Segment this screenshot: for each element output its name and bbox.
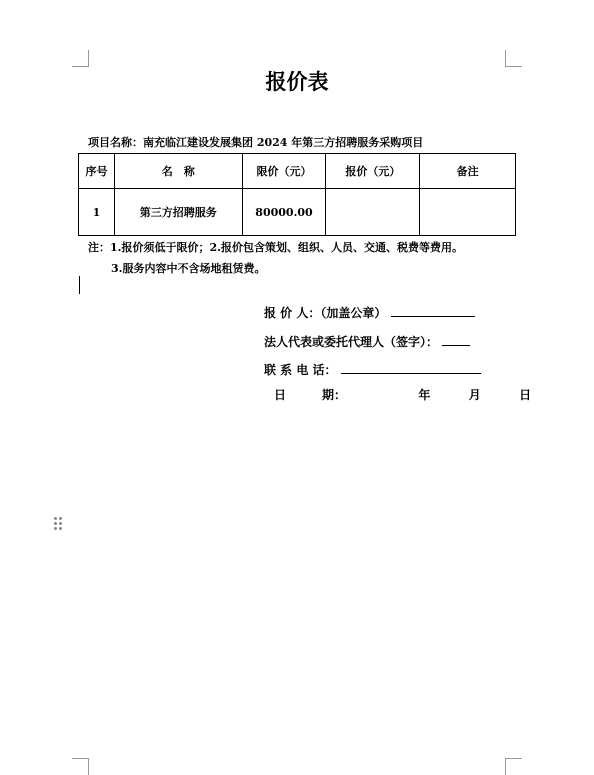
legal-rep-label: 法人代表或委托代理人（签字）： xyxy=(264,335,439,349)
phone-line xyxy=(264,361,481,378)
note-line-1: 注：1.报价须低于限价；2.报价包含策划、组织、人员、交通、税费等费用。 xyxy=(88,241,463,254)
header-name: 名 称 xyxy=(114,154,242,189)
crop-mark-bottom-left xyxy=(72,758,89,775)
date-line xyxy=(274,386,531,403)
quote-table xyxy=(78,153,516,236)
date-month: 月 xyxy=(468,388,481,402)
header-limit: 限价（元） xyxy=(242,154,326,189)
drag-handle-icon[interactable] xyxy=(54,517,64,531)
legal-rep-blank[interactable] xyxy=(442,333,470,346)
table-row xyxy=(79,189,516,236)
quoter-label: 报 价 人：（加盖公章） xyxy=(264,306,387,320)
quoter-blank[interactable] xyxy=(391,304,475,317)
text-cursor xyxy=(79,276,80,294)
cell-no[interactable]: 1 xyxy=(79,189,115,236)
crop-mark-bottom-right xyxy=(505,758,522,775)
legal-rep-line xyxy=(264,333,470,350)
header-remark: 备注 xyxy=(420,154,516,189)
note-line-2: 3.服务内容中不含场地租赁费。 xyxy=(111,262,266,275)
project-name: 项目名称：南充临江建设发展集团 2024 年第三方招聘服务采购项目 xyxy=(88,136,424,149)
cell-name[interactable]: 第三方招聘服务 xyxy=(114,189,242,236)
header-quote: 报价（元） xyxy=(326,154,420,189)
page-title: 报价表 xyxy=(265,70,329,94)
cell-quote[interactable] xyxy=(326,189,420,236)
cell-limit[interactable]: 80000.00 xyxy=(242,189,326,236)
date-label: 日 期： xyxy=(274,388,347,402)
date-day: 日 xyxy=(519,388,532,402)
table-header-row xyxy=(79,154,516,189)
date-year: 年 xyxy=(418,388,431,402)
cell-remark[interactable] xyxy=(420,189,516,236)
header-no: 序号 xyxy=(79,154,115,189)
phone-blank[interactable] xyxy=(341,361,481,374)
quoter-line xyxy=(264,304,475,321)
crop-mark-top-left xyxy=(72,50,89,67)
crop-mark-top-right xyxy=(505,50,522,67)
phone-label: 联 系 电 话： xyxy=(264,363,337,377)
